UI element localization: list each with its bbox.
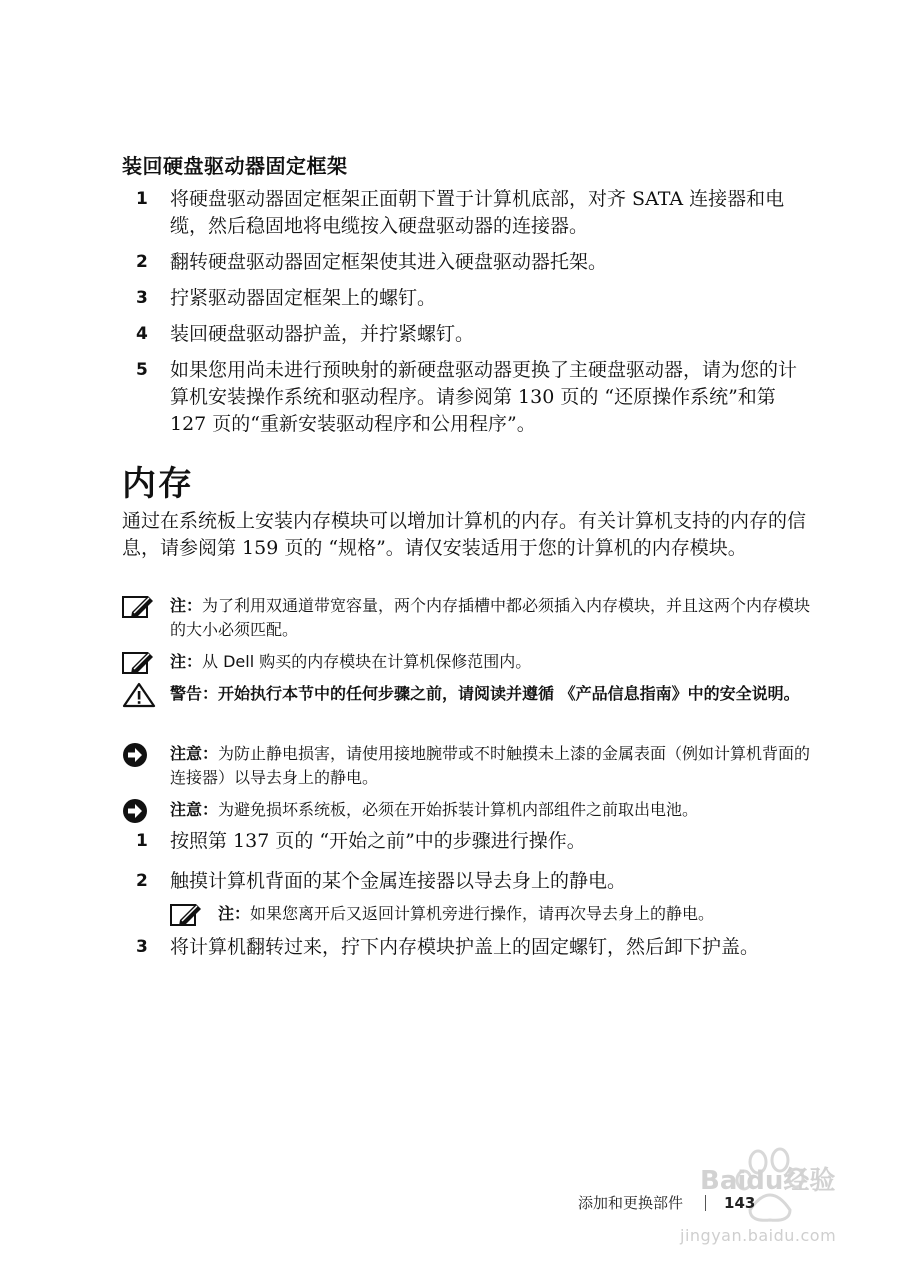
section-title-hdd-frame: 装回硬盘驱动器固定框架: [122, 154, 348, 178]
list-item: 2 触摸计算机背面的某个金属连接器以导去身上的静电。: [136, 870, 627, 892]
list-item: 2 翻转硬盘驱动器固定框架使其进入硬盘驱动器托架。: [136, 251, 608, 273]
list-item: 3 将计算机翻转过来，拧下内存模块护盖上的固定螺钉，然后卸下护盖。: [136, 936, 760, 958]
list-item: 1 将硬盘驱动器固定框架正面朝下置于计算机底部，对齐 SATA 连接器和电缆，然后稳固地将电缆按入硬盘驱动器的连接器。: [136, 188, 785, 237]
section-title-memory: 内存: [122, 464, 194, 504]
watermark-brand: Baidu经验: [700, 1166, 836, 1196]
memory-intro: 通过在系统板上安装内存模块可以增加计算机的内存。有关计算机支持的内存的信息，请参阅第 159 页的 “规格”。请仅安装适用于您的计算机的内存模块。: [122, 510, 807, 559]
document-page: 装回硬盘驱动器固定框架 1 将硬盘驱动器固定框架正面朝下置于计算机底部，对齐 SATA 连接器和电缆，然后稳固地将电缆按入硬盘驱动器的连接器。 2 翻转硬盘驱动器固定框架使其进入硬盘驱动器托架。 3 拧紧驱动器固定框架上的螺钉。 4 装回硬盘驱动器护盖，并拧紧螺钉。 5 如果您用尚未进行预映射的新硬盘驱动器更换了主硬盘驱动器，请为您的计算机安装操作系统和驱动程序。请参阅第 130 页的 “还原操作系统”和第 127 页的“重新安装驱动程序和公用程序”。 内存 通过在系统板上安装内存模块可以增加计算机的内存。有关计算机支持的内存的信息，请参阅第 159 页的 “规格”。请仅安装适用于您的计算机的内存模块。 注：为了利用双通道带宽容量，两个内存插槽中都必须插入内存模块，并且这两个内存模块的大小必须匹配。 注：从 Dell 购买的内存模块在计算机保修范围内。 警告：开始执行本节中的任何步骤之前，请阅读并遵循 《产品信息指南》中的安全说明。 注意：为防止静电损害，请使用接地腕带或不时触摸未上漆的金属表面（例如计算机背面的连接器）以导去身上的静电。 注意：为避免损坏系统板，必须在开始拆装计算机内部组件之前取出电池。 1 按照第 137 页的 “开始之前”中的步骤进行操作。 2 触摸计算机背面的某个金属连接器以导去身上的静电。 注：如果您离开后又返回计算机旁进行操作，请再次导去身上的静电。 3 将计算机翻转过来，拧下内存模块护盖上的固定螺钉，然后卸下护盖。 添加和更换部件 143 jingyan.baidu.com Baidu经验: [0, 0, 902, 1280]
list-item: 1 按照第 137 页的 “开始之前”中的步骤进行操作。: [136, 830, 586, 852]
list-item: 3 拧紧驱动器固定框架上的螺钉。: [136, 287, 437, 309]
pencil-note-icon: [122, 594, 156, 620]
pencil-note-icon: [170, 902, 204, 928]
footer-section: 添加和更换部件: [578, 1194, 684, 1212]
list-item: 4 装回硬盘驱动器护盖，并拧紧螺钉。: [136, 323, 475, 345]
list-item: 5 如果您用尚未进行预映射的新硬盘驱动器更换了主硬盘驱动器，请为您的计算机安装操作系统和驱动程序。请参阅第 130 页的 “还原操作系统”和第 127 页的“重新安装驱动程序和公用程序”。: [136, 359, 798, 435]
memory-steps: [122, 828, 812, 904]
memory-steps-continued: [122, 934, 812, 970]
notice-arrow-icon: [122, 742, 156, 768]
page-number: 143: [724, 1194, 756, 1212]
notice-arrow-icon: [122, 798, 156, 824]
hdd-frame-steps: [122, 186, 812, 447]
footer-divider: [705, 1195, 706, 1211]
pencil-note-icon: [122, 650, 156, 676]
watermark-url: jingyan.baidu.com: [680, 1226, 837, 1245]
warning-triangle-icon: [122, 682, 156, 708]
